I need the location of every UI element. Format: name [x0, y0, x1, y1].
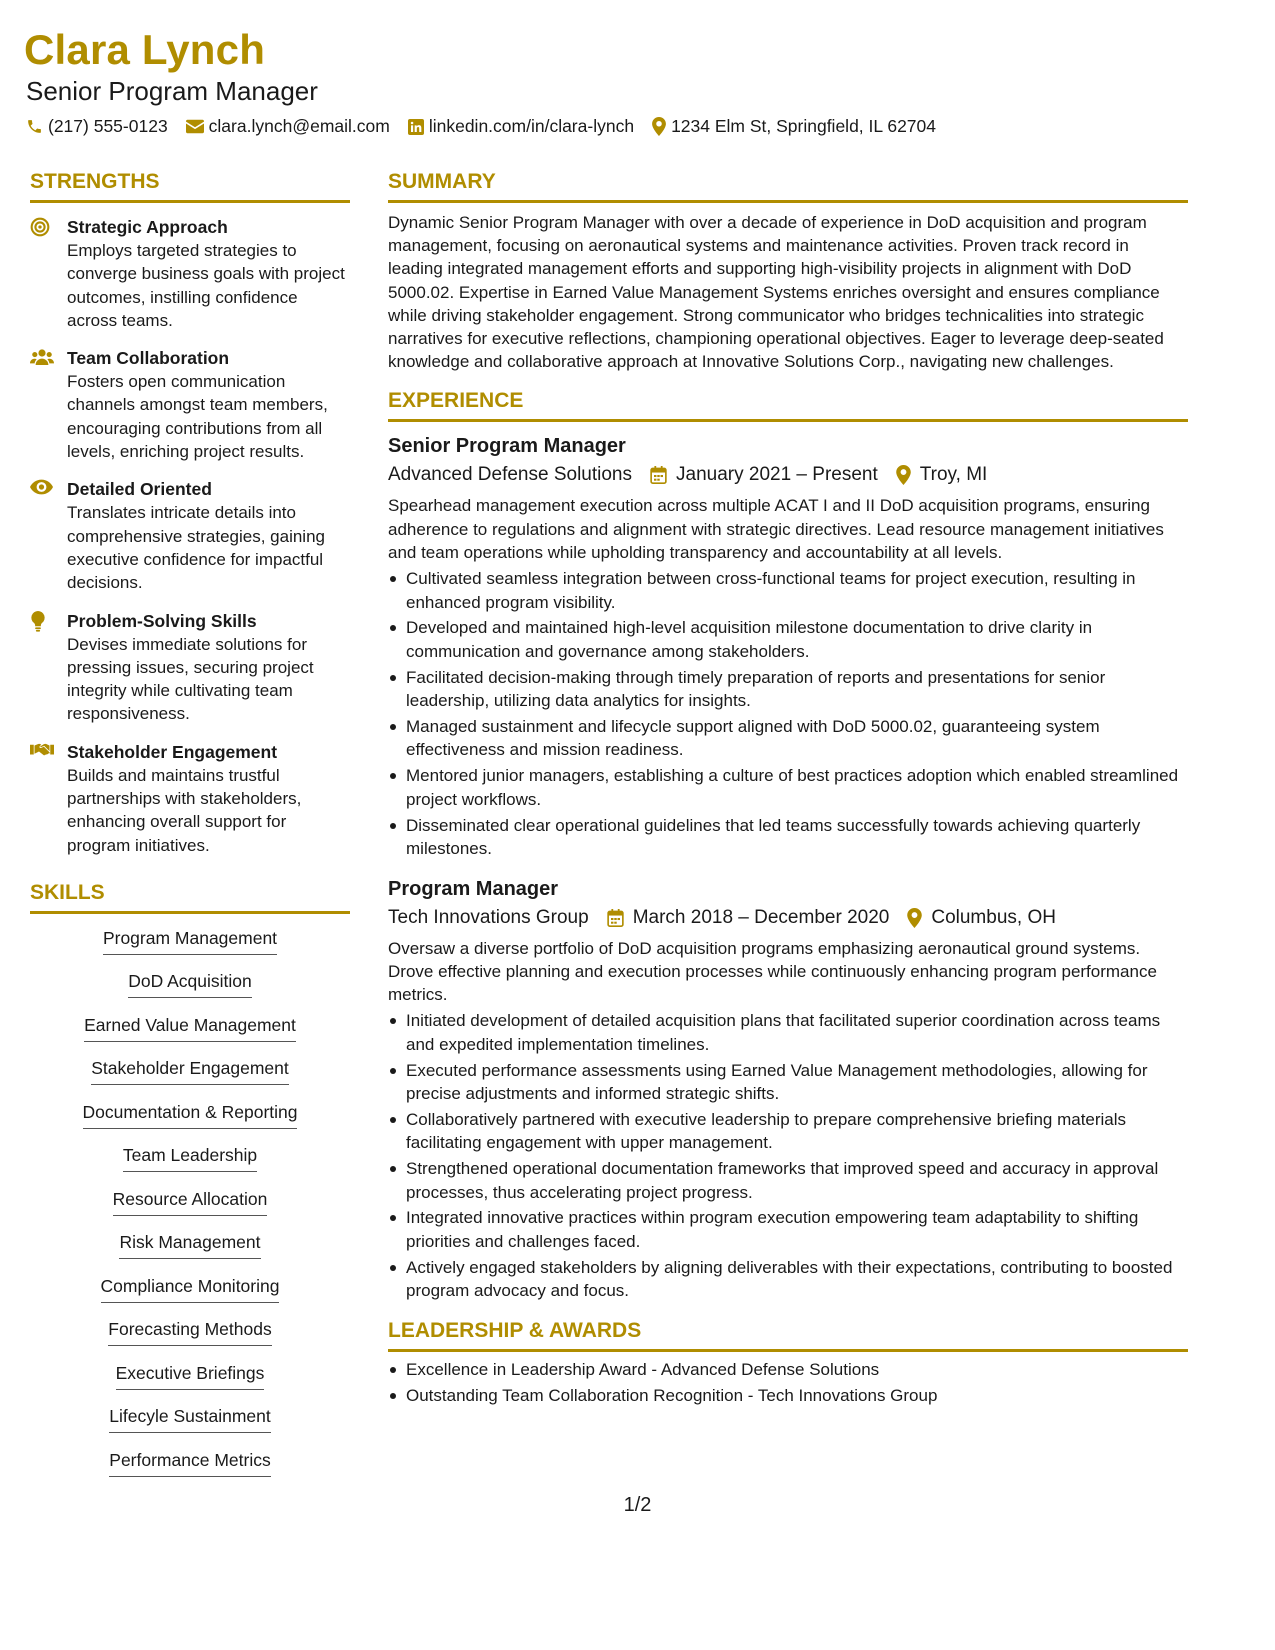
skill-item: DoD Acquisition	[128, 969, 252, 998]
bullet-item: Strengthened operational documentation frameworks that improved speed and accuracy in approval processes, thus accelerating project progress.	[388, 1157, 1188, 1204]
bullet-item: Executed performance assessments using Earned Value Management methodologies, allowing for precise adjustments and informed strategic shifts.	[388, 1059, 1188, 1106]
skill-item: Forecasting Methods	[108, 1317, 271, 1346]
contact-linkedin[interactable]	[408, 116, 634, 137]
summary-text: Dynamic Senior Program Manager with over a decade of experience in DoD acquisition and program management, focusing on aeronautical systems and maintenance activities. Proven track record in leading integrated management efforts and supporting high-visibility projects in alignment with DoD 5000.02. Expertise in Earned Value Management Systems enriches oversight and ensures compliance while driving stakeholder engagement. Strong communicator who bridges technicalities into strategic narratives for executive reflections, championing operational objectives. Eager to leverage deep-seated knowledge and collaborative approach at Innovative Solutions Corp., navigating new challenges.	[388, 213, 1164, 372]
bullet-item: Disseminated clear operational guidelines that led teams successfully towards achieving quarterly milestones.	[388, 814, 1188, 861]
lightbulb-icon	[30, 611, 46, 632]
job-entry	[388, 432, 1188, 860]
envelope-icon	[186, 119, 204, 134]
strength-item	[30, 477, 350, 594]
job-title: Program Manager	[388, 877, 559, 900]
job-company: Advanced Defense Solutions	[388, 464, 632, 486]
skill-item: Team Leadership	[123, 1143, 257, 1172]
map-pin-icon	[652, 117, 666, 136]
job-title: Senior Program Manager	[388, 435, 626, 458]
skill-item: Risk Management	[119, 1230, 260, 1259]
skill-item: Performance Metrics	[109, 1448, 270, 1477]
email-text[interactable]: clara.lynch@email.com	[208, 116, 390, 136]
candidate-name: Clara Lynch	[24, 26, 266, 73]
skill-item: Executive Briefings	[116, 1361, 265, 1390]
eye-icon	[30, 479, 53, 495]
job-location: Troy, MI	[919, 464, 988, 486]
strength-title: Team Collaboration	[67, 348, 230, 369]
skill-item: Resource Allocation	[113, 1187, 268, 1216]
address-text: 1234 Elm St, Springfield, IL 62704	[671, 116, 936, 136]
bullet-item: Developed and maintained high-level acquisition milestone documentation to drive clarity in communication and governance among stakeholders.	[388, 616, 1188, 663]
handshake-icon	[30, 742, 54, 758]
awards-list	[388, 1358, 1188, 1407]
candidate-title: Senior Program Manager	[26, 76, 318, 106]
contact-address	[652, 116, 936, 137]
summary-heading: SUMMARY	[388, 170, 1188, 203]
contact-bar	[26, 116, 954, 137]
job-company: Tech Innovations Group	[388, 906, 589, 928]
strength-desc: Employs targeted strategies to converge business goals with project outcomes, instilling confidence across teams.	[67, 241, 345, 330]
strength-title: Problem-Solving Skills	[67, 610, 257, 631]
strength-item	[30, 346, 350, 463]
skill-item: Documentation & Reporting	[83, 1100, 298, 1129]
award-item: Excellence in Leadership Award - Advanced Defense Solutions	[388, 1358, 1188, 1381]
contact-email[interactable]	[186, 116, 390, 137]
skills-heading: SKILLS	[30, 881, 350, 914]
skill-item: Lifecyle Sustainment	[109, 1404, 270, 1433]
strength-desc: Builds and maintains trustful partnerships with stakeholders, enhancing overall support for program initiatives.	[67, 765, 302, 855]
strength-item	[30, 740, 350, 857]
contact-phone	[26, 116, 168, 137]
job-dates: March 2018 – December 2020	[632, 906, 890, 928]
strength-title: Strategic Approach	[67, 217, 228, 237]
strength-desc: Fosters open communication channels amongst team members, encouraging contributions from all levels, enriching project results.	[67, 372, 328, 462]
left-column	[30, 170, 350, 1491]
calendar-icon	[607, 909, 624, 927]
calendar-icon	[650, 466, 667, 484]
experience-heading: EXPERIENCE	[388, 389, 1188, 422]
bullet-item: Cultivated seamless integration between cross-functional teams for project execution, resulting in enhanced program visibility.	[388, 567, 1188, 614]
strength-title: Stakeholder Engagement	[67, 741, 278, 762]
linkedin-text[interactable]: linkedin.com/in/clara-lynch	[428, 116, 635, 136]
phone-icon	[26, 118, 43, 135]
strength-item	[30, 609, 350, 726]
strength-desc: Devises immediate solutions for pressing issues, securing project integrity while cultivating team responsiveness.	[67, 634, 314, 724]
right-column	[388, 170, 1188, 1407]
map-pin-icon	[907, 908, 922, 928]
bullet-item: Initiated development of detailed acquisition plans that facilitated superior coordination across teams and expedited implementation timelines.	[388, 1009, 1188, 1056]
skill-item: Compliance Monitoring	[101, 1274, 280, 1303]
job-meta	[388, 903, 1188, 933]
phone-text: (217) 555-0123	[48, 116, 168, 136]
job-bullets	[388, 567, 1188, 860]
bullet-item: Managed sustainment and lifecycle support aligned with DoD 5000.02, guaranteeing system effectiveness and mission readiness.	[388, 715, 1188, 762]
target-icon	[30, 217, 50, 237]
awards-heading: LEADERSHIP & AWARDS	[388, 1319, 1188, 1352]
job-description: Spearhead management execution across multiple ACAT I and II DoD acquisition programs, ensuring adherence to regulations and alignment with strategic directives. Lead resource management initiatives and team operations while upholding transparency and accountability at all levels.	[388, 496, 1164, 563]
skill-item: Stakeholder Engagement	[91, 1056, 289, 1085]
job-location: Columbus, OH	[931, 906, 1056, 928]
strength-title: Detailed Oriented	[67, 479, 212, 500]
bullet-item: Collaboratively partnered with executive leadership to prepare comprehensive briefing materials facilitating engagement with upper management.	[388, 1108, 1188, 1155]
skill-item: Program Management	[103, 926, 277, 955]
skills-list	[30, 926, 350, 1492]
map-pin-icon	[896, 465, 911, 485]
award-item: Outstanding Team Collaboration Recognition - Tech Innovations Group	[388, 1384, 1188, 1407]
job-bullets	[388, 1009, 1188, 1302]
bullet-item: Integrated innovative practices within program execution empowering team adaptability to shifting priorities and challenges faced.	[388, 1206, 1188, 1253]
strength-desc: Translates intricate details into comprehensive strategies, gaining executive confidence for impactful decisions.	[67, 503, 325, 593]
bullet-item: Facilitated decision-making through timely preparation of reports and presentations for senior leadership, utilizing data analytics for insights.	[388, 666, 1188, 713]
strength-item	[30, 215, 350, 332]
users-icon	[30, 348, 54, 366]
strengths-heading: STRENGTHS	[30, 170, 350, 203]
page-number: 1/2	[623, 1494, 652, 1516]
job-meta	[388, 460, 1188, 490]
skill-item: Earned Value Management	[84, 1013, 296, 1042]
linkedin-icon	[408, 119, 424, 135]
bullet-item: Mentored junior managers, establishing a culture of best practices adoption which enabled streamlined project workflows.	[388, 764, 1188, 811]
job-entry	[388, 875, 1188, 1303]
job-description: Oversaw a diverse portfolio of DoD acquisition programs emphasizing aeronautical ground systems. Drove effective planning and execution processes while continuously enhancing program performance metrics.	[388, 938, 1157, 1005]
job-dates: January 2021 – Present	[676, 464, 878, 486]
bullet-item: Actively engaged stakeholders by aligning deliverables with their expectations, contributing to boosted program advocacy and focus.	[388, 1256, 1188, 1303]
